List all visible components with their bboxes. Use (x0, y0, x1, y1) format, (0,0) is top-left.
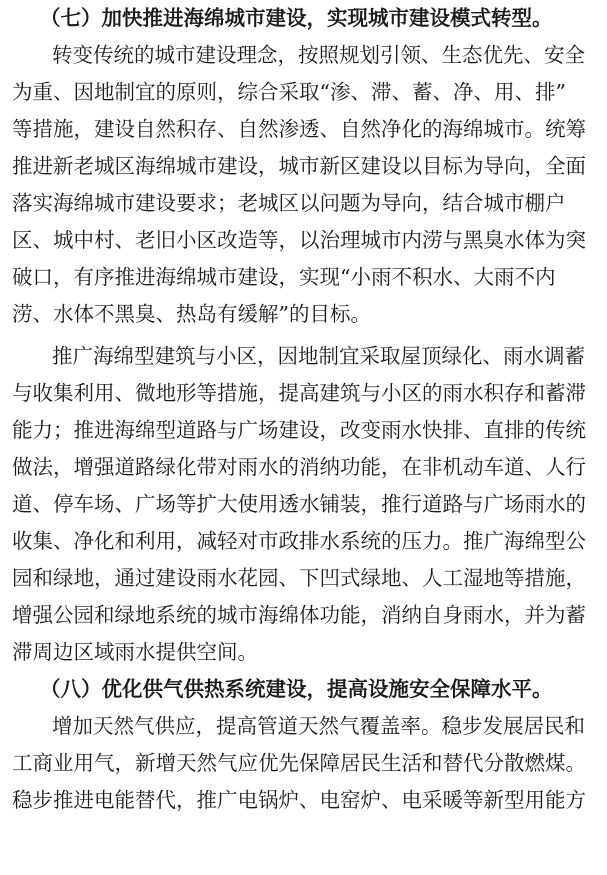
text-line: 推进新老城区海绵城市建设，城市新区建设以目标为导向，全面 (12, 154, 586, 178)
text-line: 能力；推进海绵型道路与广场建设，改变雨水快排、直排的传统 (12, 418, 586, 442)
text-line: 区、城中村、老旧小区改造等，以治理城市内涝与黑臭水体为突 (12, 228, 586, 252)
text-line: 与收集利用、微地形等措施，提高建筑与小区的雨水积存和蓄滞 (12, 381, 586, 405)
text-line: 破口，有序推进海绵城市建设，实现“小雨不积水、大雨不内 (12, 265, 556, 289)
text-line: 滞周边区域雨水提供空间。 (12, 640, 258, 664)
text-line: 落实海绵城市建设要求；老城区以问题为导向，结合城市棚户 (12, 191, 566, 215)
text-line: 增加天然气供应，提高管道天然气覆盖率。稳步发展居民和 (52, 714, 585, 738)
text-line: 做法，增强道路绿化带对雨水的消纳功能，在非机动车道、人行 (12, 455, 586, 479)
text-line: 为重、因地制宜的原则，综合采取“渗、滞、蓄、净、用、排” (12, 80, 566, 104)
text-line: 等措施，建设自然积存、自然渗透、自然净化的海绵城市。统筹 (12, 117, 586, 141)
text-line: 稳步推进电能替代，推广电锅炉、电窑炉、电采暖等新型用能方 (12, 788, 586, 812)
text-line: 涝、水体不黑臭、热岛有缓解”的目标。 (12, 302, 371, 326)
section-7-heading: （七）加快推进海绵城市建设，实现城市建设模式转型。 (40, 6, 553, 30)
text-line: 道、停车场、广场等扩大使用透水铺装，推行道路与广场雨水的 (12, 492, 586, 516)
text-line: 转变传统的城市建设理念，按照规划引领、生态优先、安全 (52, 43, 585, 67)
text-line: 推广海绵型建筑与小区，因地制宜采取屋顶绿化、雨水调蓄 (52, 344, 585, 368)
text-line: 增强公园和绿地系统的城市海绵体功能，消纳自身雨水，并为蓄 (12, 603, 586, 627)
text-line: 工商业用气，新增天然气应优先保障居民生活和替代分散燃煤。 (12, 751, 586, 775)
text-line: 园和绿地，通过建设雨水花园、下凹式绿地、人工湿地等措施， (12, 566, 586, 590)
section-8-heading: （八）优化供气供热系统建设，提高设施安全保障水平。 (40, 677, 553, 701)
text-line: 收集、净化和利用，减轻对市政排水系统的压力。推广海绵型公 (12, 529, 586, 553)
